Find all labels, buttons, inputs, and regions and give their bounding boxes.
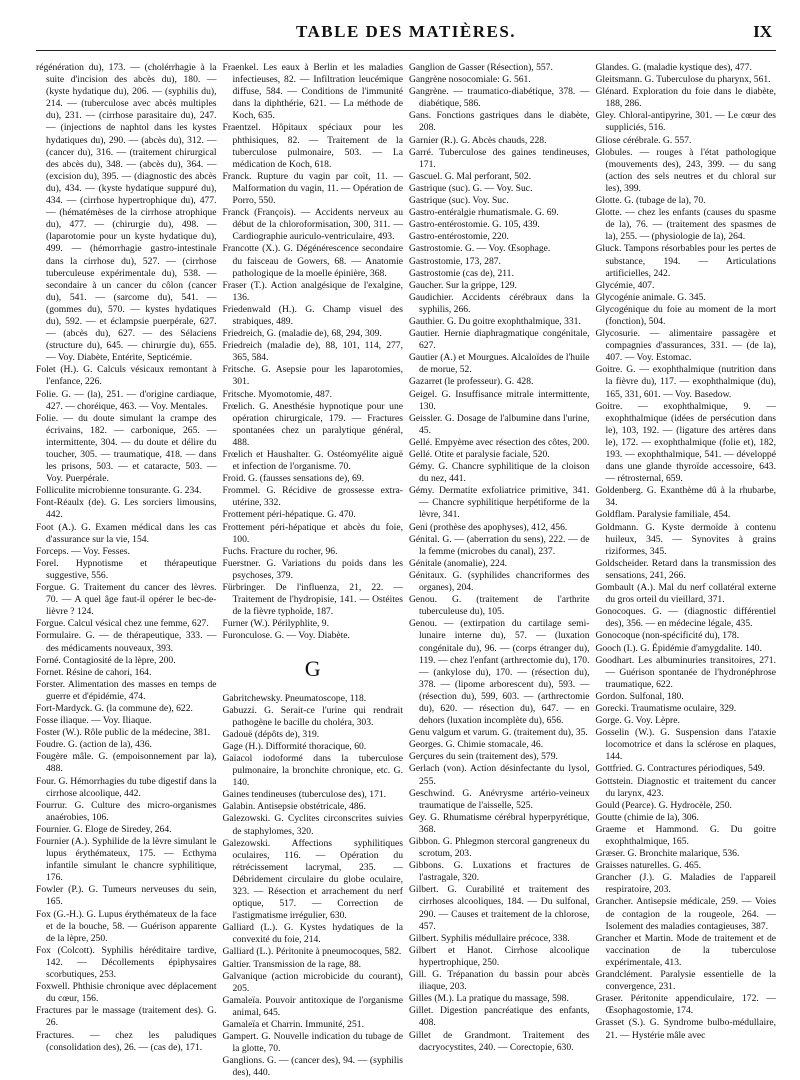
index-entry: Gangrène nosocomiale: G. 561. <box>409 74 531 86</box>
index-entry: Grasset (S.). G. Syndrome bulbo-médullaire, 21. — Hystérie mâle avec <box>595 1017 776 1041</box>
index-entry: Forel. Hypnotisme et thérapeutique suggestive, 556. <box>36 557 217 581</box>
index-entry: Glycosurie. — alimentaire passagère et compagnies d'assurances, 331. — (de la), 407. — Voy. Estomac. <box>595 328 776 364</box>
index-entry: Gooch (I.). G. Épidémie d'amygdalite. 140. <box>595 642 762 654</box>
index-column-2 <box>223 62 404 1080</box>
index-entry: Gastrostomie (cas de), 211. <box>409 267 514 279</box>
index-entry: Gellé. Otite et paralysie faciale, 520. <box>409 449 550 460</box>
index-entry: Folliculite microbienne tonsurante. G. 234. <box>36 485 202 497</box>
index-entry: Fox (Colcott). Syphilis héréditaire tardive, 142. — Décollements épiphysaires scorbutiques, 253. <box>36 944 217 981</box>
index-entry: Foster (W.). Rôle public de la médecine, 381. <box>36 727 211 739</box>
index-entry: Gabritchewsky. Pneumatoscope, 118. <box>222 692 367 704</box>
index-entry: Gastro-entérostomie, 220. <box>409 231 509 243</box>
index-entry: Geissler. G. Dosage de l'albumine dans l'urine, 45. <box>409 412 590 436</box>
index-entry: Galliard (L.). Péritonite à pneumocoques, 582. <box>222 946 402 958</box>
index-entry: Gastrostomie. G. — Voy. Œsophage. <box>409 243 551 255</box>
index-entry: Gould (Pearce). G. Hydrocèle, 250. <box>595 799 732 811</box>
index-entry: Goldscheider. Retard dans la transmission des sensations, 241, 266. <box>595 557 776 581</box>
index-entry: Genou. — (extirpation du cartilage semi-lunaire interne du), 57. — (luxation congénitale du), 96. — (corps étranger du), 119. — chez l'enfant (arthrectomie du), 170. — (ankylose du), 170. — (résection du), 378. — (lipome arborescent du), 593. — (résection du), 599, 603. — (arthrectomie du), 620. — résection du), 647. — en dehors (luxation incomplète du), 656. <box>409 618 590 727</box>
index-entry: Genu valgum et varum. G. (traitement du), 35. <box>409 727 588 739</box>
index-entry: Gillet. Digestion pancréatique des enfants, 408. <box>409 1005 590 1029</box>
index-entry: Glycogénie animale. G. 345. <box>595 291 706 303</box>
index-entry: Gellé. Empyème avec résection des côtes, 200. <box>409 436 590 448</box>
index-entry: Fuchs. Fracture du rocher, 96. <box>222 545 338 557</box>
index-entry: Gerçures du sein (traitement des), 579. <box>409 751 558 763</box>
index-entry: Gilbert. G. Curabilité et traitement des cirrhoses alcooliques, 184. — Du sulfonal, 290. — Causes et traitement de la chlorose, 457. <box>409 884 590 932</box>
index-entry: Gibbon. G. Phlegmon stercoral gangreneux du scrotum, 203. <box>409 836 590 860</box>
index-column-4 <box>596 62 777 1080</box>
index-entry: Fougère mâle. G. (empoisonnement par la), 488. <box>36 751 217 775</box>
index-entry: Gilles (M.). La pratique du massage, 598. <box>409 993 569 1005</box>
index-entry: Gabuzzi. G. Serait-ce l'urine qui rendrait pathogène le bacille du choléra, 303. <box>222 704 403 728</box>
index-entry: Glycogénique du foie au moment de la mort (fonction), 504. <box>595 303 776 327</box>
index-entry: Glotte. G. (tubage de la), 70. <box>595 195 706 207</box>
index-entry: Genou. G. (traitement de l'arthrite tuberculeuse du), 105. <box>409 594 590 618</box>
index-entry: Gastrostomie, 173, 287. <box>409 255 501 267</box>
index-entry: Friedreich, G. (maladie de), 68, 294, 309. <box>222 328 382 340</box>
index-entry: Froid. G. (fausses sensations de), 69. <box>222 473 364 485</box>
index-entry: Gottfried. G. Contractures périodiques, 549. <box>595 763 765 775</box>
index-entry: Frottement péri-hépatique et abcès du foie, 100. <box>222 521 403 545</box>
index-entry: Graisses naturelles. G. 465. <box>595 860 702 872</box>
index-entry: Gaines tendineuses (tuberculose des), 171. <box>222 789 387 801</box>
index-entry: Fourrur. G. Culture des micro-organismes anaérobies, 106. <box>36 799 217 823</box>
index-column-1 <box>36 62 217 1080</box>
index-entry: Gaudichier. Accidents cérébraux dans la syphilis, 266. <box>409 291 590 315</box>
index-entry: Graser. Péritonite appendiculaire, 172. — Œsophagostomie, 174. <box>595 993 776 1017</box>
index-entry: Forgue. Calcul vésical chez une femme, 627. <box>36 618 209 630</box>
index-entry: Génitale (anomalie), 224. <box>409 557 508 569</box>
running-title: TABLE DES MATIÈRES. <box>295 22 517 41</box>
index-entry: Galabin. Antisepsie obstétricale, 486. <box>222 801 366 813</box>
index-entry: Gley. Chloral-antipyrine, 301. — Le cœur des suppliciés, 516. <box>595 110 776 134</box>
index-entry: Fuerstner. G. Variations du poids dans les psychoses, 379. <box>222 557 403 581</box>
index-entry: Fournier. G. Eloge de Siredey, 264. <box>36 823 172 835</box>
index-entry: Gage (H.). Difformité thoracique, 60. <box>222 740 367 752</box>
index-entry: Gonocoques. G. — (diagnostic différentiel des), 356. — en médecine légale, 435. <box>595 606 776 630</box>
index-entry: Gémy. Dermatite exfoliatrice primitive, 341. — Chancre syphilitique herpétiforme de la lèvre, 341. <box>409 485 590 521</box>
index-entry: Frœlich. G. Anesthésie hypnotique pour une opération chirurgicale, 179. — Fractures spontanées chez un paralytique général, 488. <box>222 400 403 448</box>
page-header <box>36 14 776 51</box>
index-entry: Ganglion de Gasser (Résection), 557. <box>409 62 553 73</box>
index-entry: Gauthier. G. Du goitre exophthalmique, 331. <box>409 315 581 327</box>
index-entry: Fornet. Résine de cahori, 164. <box>36 666 152 678</box>
index-entry: Grancher. Antisepsie médicale, 259. — Voies de contagion de la rougeole, 264. — Isolement des maladies contagieuses, 387. <box>595 896 776 932</box>
index-entry: Gottstein. Diagnostic et traitement du cancer du larynx, 423. <box>595 775 776 799</box>
index-entry: Gastro-entéralgie rhumatismale. G. 69. <box>409 207 559 219</box>
index-entry: Goldmann. G. Kyste dermoïde à contenu huileux, 345. — Synovites à grains riziformes, 345. <box>595 521 776 557</box>
index-entry: Gampert. G. Nouvelle indication du tubage de la glotte, 70. <box>222 1031 403 1055</box>
index-entry: Gadouë (dépôts de), 319. <box>222 728 320 740</box>
page-number: IX <box>753 22 772 41</box>
index-entry: Glandes. G. (maladie kystique des), 477. <box>595 62 752 73</box>
index-entry: Georges. G. Chimie stomacale, 46. <box>409 739 544 751</box>
index-entry: Gascuel. G. Mal perforant, 502. <box>409 170 532 182</box>
index-entry: Fox (G.-H.). G. Lupus érythémateux de la face et de la bouche, 58. — Guérison apparente de la lèpre, 250. <box>36 908 217 944</box>
index-entry: Fürbringer. De l'influenza, 21, 22. — Traitement de l'hydropisie, 141. — Ostéites de la fièvre typhoïde, 187. <box>222 582 403 618</box>
index-entry: Galtier. Transmission de la rage, 88. <box>222 958 362 970</box>
index-entry: Gerlach (von). Action désinfectante du lysol, 255. <box>409 763 590 787</box>
index-entry: Gémy. G. Chancre syphilitique de la cloison du nez, 441. <box>409 461 590 485</box>
index-entry: Galliard (L.). G. Kystes hydatiques de la convexité du foie, 214. <box>222 922 403 946</box>
index-entry: Gliose cérébrale. G. 557. <box>595 134 692 146</box>
index-entry: Gey. G. Rhumatisme cérébral hyperpyrétique, 368. <box>409 811 590 835</box>
index-entry: Gill. G. Trépanation du bassin pour abcès iliaque, 203. <box>409 969 590 993</box>
index-entry: Four. G. Hémorrhagies du tube digestif dans la cirrhose alcoolique, 442. <box>36 775 217 799</box>
section-letter-heading: G <box>304 655 321 681</box>
index-entry: régénération du), 173. — (cholérrhagie à la suite d'incision des abcès du), 180. — (kyste hydatique du), 206. — (syphilis du), 214. — (tuberculose avec abcès multiples du), 231. — (cirrhose parasitaire du), 247. — (injections de naphtol dans les kystes hydatiques du), 290. — (abcès du), 312. — (cancer du), 316. — (traitement chirurgical des abcès du), 348. — (abcès du), 364. — (excision du), 395. — (diagnostic des abcès du), 434. — (kyste hydatique suppuré du), 434. — (cirrhose hypertrophique du), 477. — (hématémèses de la cirrhose atrophique du), 477. — (chirurgie du), 498. — (laparotomie pour un kyste hydatique du), 499. — (hémorrhagie gastro-intestinale dans la cirrhose du), 527. — (cirrhose tuberculeuse expérimentale du), 538. — secondaire à un cancer du côlon (cancer du), 541. — (sarcome du), 541. — (gommes du), 570. — kystes hydatiques du), 592. — et éclampsie puerpérale, 627. — (abcès du), 627. — des Sélaciens (structure du), 645. — chirurgie du), 655. — Voy. Diabète, Entérite, Septicémie. <box>36 62 217 364</box>
index-entry: Forné. Contagiosité de la lèpre, 200. <box>36 654 176 666</box>
index-entry: Gosselin (W.). G. Suspension dans l'ataxie locomotrice et dans la sclérose en plaques, 144. <box>595 727 776 763</box>
index-entry: Franck. Rupture du vagin par coït, 11. — Malformation du vagin, 11. — Opération de Porro, 550. <box>222 170 403 207</box>
index-entry: Glycémie, 407. <box>595 279 655 291</box>
index-entry: Friedreich (maladie de), 88, 101, 114, 277, 365, 584. <box>222 340 403 364</box>
index-entry: Frottement péri-hépatique. G. 470. <box>222 509 356 521</box>
index-entry: Franck (François). — Accidents nerveux au début de la chloroformisation, 300, 311. — Cardiographie auriculo-ventriculaire, 493. <box>222 207 403 243</box>
index-entry: Forceps. — Voy. Fesses. <box>36 545 130 557</box>
index-entry: Fosse iliaque. — Voy. Iliaque. <box>36 715 152 727</box>
index-entry: Globules. — rouges à l'état pathologique (mouvements des), 243, 399. — du sang (action des sels neutres et du chloral sur les), 399. <box>595 146 776 194</box>
index-entry: Goldenberg. G. Exanthème dû à la rhubarbe, 34. <box>595 485 776 509</box>
index-entry: Gangrène. — traumatico-diabétique, 378. — diabétique, 586. <box>409 86 590 110</box>
index-entry: Gorecki. Traumatisme oculaire, 329. <box>595 702 737 714</box>
index-entry: Frommel. G. Récidive de grossesse extra-utérine, 332. <box>222 485 403 509</box>
index-entry: Goldflam. Paralysie familiale, 454. <box>595 509 731 521</box>
index-entry: Goitre. — exophthalmique, 9. — exophthalmique (idées de persécution dans le), 103, 192. — (ligature des artères dans le), 172. — exophthalmique (folie et), 182, 193. — exophthalmique, 541. — développé dans une glande thyroïde accessoire, 643. — rétrosternal, 659. <box>595 400 776 485</box>
index-entry: Furonculose. G. — Voy. Diabète. <box>222 630 350 642</box>
index-entry: Foudre. G. (action de la), 436. <box>36 739 152 751</box>
index-entry: Gastro-entérostomie. G. 105, 439. <box>409 219 540 231</box>
index-entry: Folie. — du doute simulant la crampe des écrivains, 182. — carbonique, 265. — intermittente, 304. — du doute et délire du toucher, 305. — traumatique, 418. — dans les prisons, 503. — et cataracte, 503. — Voy. Puerpérale. <box>36 412 217 485</box>
index-entry: Gillet de Grandmont. Traitement des dacryocystites, 240. — Corectopie, 630. <box>409 1029 590 1053</box>
index-entry: Gibbons. G. Luxations et fractures de l'astragale, 320. <box>409 860 590 884</box>
index-entry: Glénard. Exploration du foie dans le diabète, 188, 286. <box>595 86 776 110</box>
index-entry: Gastrique (suc). G. — Voy. Suc. <box>409 182 533 194</box>
index-entry: Folet (H.). G. Calculs vésicaux remontant à l'enfance, 226. <box>36 364 217 388</box>
index-entry: Ganglions. G. — (cancer des), 94. — (syphilis des), 440. <box>222 1055 403 1079</box>
index-entry: Foot (A.). G. Examen médical dans les cas d'assurance sur la vie, 154. <box>36 521 217 545</box>
index-entry: Fraser (T.). Action analgésique de l'exalgine, 136. <box>222 279 403 303</box>
index-entry: Gastrique (suc). Voy. Suc. <box>409 195 509 207</box>
index-entry: Font-Réaulx (de). G. Les sorciers limousins, 442. <box>36 497 217 521</box>
index-entry: Formulaire. G. — de thérapeutique, 333. — des médicaments nouveaux, 393. <box>36 630 217 654</box>
index-entry: Fort-Mardyck. G. (la commune de), 622. <box>36 702 193 714</box>
index-entry: Gaucher. Sur la grippe, 129. <box>409 279 517 291</box>
index-entry: Forgue. G. Traitement du cancer des lèvres. 70. — A quel âge faut-il opérer le bec-de-lièvre ? 124. <box>36 582 217 618</box>
index-entry: Grancher et Martin. Mode de traitement et de vaccination de la tuberculose expérimentale, 413. <box>595 932 776 968</box>
index-entry: Gazarret (le professeur). G. 428. <box>409 376 534 388</box>
index-entry: Gautier (A.) et Mourgues. Alcaloïdes de l'huile de morue, 52. <box>409 352 590 376</box>
index-entry: Grandclément. Paralysie essentielle de la convergence, 231. <box>595 969 776 993</box>
index-entry: Graeme et Hammond. G. Du goitre exophthalmique, 165. <box>595 823 776 847</box>
index-entry: Gombault (A.). Mal du nerf collatéral externe du gros orteil du vieillard, 371. <box>595 582 776 606</box>
index-entry: Gilbert. Syphilis médullaire précoce, 338. <box>409 932 570 944</box>
index-entry: Garnier (R.). G. Abcès chauds, 228. <box>409 134 547 146</box>
index-entry: Fowler (P.). G. Tumeurs nerveuses du sein, 165. <box>36 884 217 908</box>
index-entry: Fritsche. Myomotomie, 487. <box>222 388 333 400</box>
index-entry: Fraentzel. Hôpitaux spéciaux pour les phthisiques, 82. — Traitement de la tuberculose pulmonaire, 503. — La médication de Koch, 618. <box>222 122 403 170</box>
index-entry: Gaïacol iodoformé dans la tuberculose pulmonaire, la bronchite chronique, etc. G. 140. <box>222 752 403 789</box>
index-entry: Gorge. G. Voy. Lèpre. <box>595 715 680 727</box>
index-entry: Geni (prothèse des apophyses), 412, 456. <box>409 521 568 533</box>
index-entry: Gamaleïa. Pouvoir antitoxique de l'organisme animal, 645. <box>222 994 403 1018</box>
index-entry: Fournier (A.). Syphilide de la lèvre simulant le lupus érythémateux, 175. — Ecthyma infantile simulant le chancre syphilitique, 176. <box>36 836 217 884</box>
index-entry: Geschwind. G. Anévrysme artério-veineux traumatique de l'aisselle, 525. <box>409 787 590 811</box>
index-entry: Frœlich et Haushalter. G. Ostéomyélite aiguë et infection de l'organisme. 70. <box>222 449 403 473</box>
index-entry: Furner (W.). Périlyphlite, 9. <box>222 618 329 630</box>
index-entry: Gordon. Sulfonal, 180. <box>595 690 684 702</box>
index-entry: Goitre. G. — exophthalmique (nutrition dans la fièvre du), 117. — exophthalmique (du), 165, 331, 601. — Voy. Basedow. <box>595 364 776 400</box>
index-entry: Gonocoque (non-spécificité du), 178. <box>595 630 740 642</box>
index-entry: Francotte (X.). G. Dégénérescence secondaire du faisceau de Gowers, 68. — Anatomie pathologique de la moelle épinière, 368. <box>222 243 403 279</box>
index-entry: Fractures par le massage (traitement des). G. 26. <box>36 1005 217 1029</box>
index-entry: Fraenkel. Les eaux à Berlin et les maladies infectieuses, 82. — Infiltration leucémique diffuse, 584. — Conditions de l'immunité dans la diphthérie, 621. — La méthode de Koch, 635. <box>222 62 403 122</box>
index-column-3 <box>409 62 590 1080</box>
index-entry: Goutte (chimie de la), 306. <box>595 811 699 823</box>
index-entry: Goodhart. Les albuminuries transitoires, 271. — Guérison spontanée de l'hydronéphrose traumatique, 622. <box>595 654 776 690</box>
index-columns <box>36 62 776 1079</box>
index-entry: Geigel. G. Insuffisance mitrale intermittente, 130. <box>409 388 590 412</box>
index-entry: Galezowski. Affections syphilitiques oculaires, 116. — Opération du rétrécissement lacrymal, 235. — Débridement circulaire du globe oculaire, 323. — Résection et arrachement du nerf optique, 517. — Correction de l'astigmatisme irrégulier, 630. <box>222 837 403 922</box>
index-entry: Fritsche. G. Asepsie pour les laparotomies, 301. <box>222 364 403 388</box>
index-entry: Gautier. Hernie diaphragmatique congénitale, 627. <box>409 328 590 352</box>
index-entry: Gluck. Tampons résorbables pour les pertes de substance, 194. — Articulations artificielles, 242. <box>595 243 776 279</box>
index-entry: Glotte. — chez les enfants (causes du spasme de la), 76. — (traitement des spasmes de la), 255. — (physiologie de la), 264. <box>595 207 776 243</box>
index-entry: Galvanique (action microbicide du courant), 205. <box>222 970 403 994</box>
index-entry: Galezowski. G. Cyclites circonscrites suivies de staphylomes, 320. <box>222 813 403 837</box>
index-entry: Génital. G. — (aberration du sens), 222. — de la femme (microbes du canal), 237. <box>409 533 590 557</box>
index-entry: Friedenwald (H.). G. Champ visuel des strabiques, 489. <box>222 303 403 327</box>
index-entry: Folie. G. — (la), 251. — d'origine cardiaque, 427. — choréique, 463. — Voy. Mentales. <box>36 388 217 412</box>
index-entry: Grancher (J.). G. Maladies de l'appareil respiratoire, 203. <box>595 872 776 896</box>
index-entry: Gans. Fonctions gastriques dans le diabète, 208. <box>409 110 590 134</box>
index-entry: Forster. Alimentation des masses en temps de guerre et d'épidémie, 474. <box>36 678 217 702</box>
index-entry: Foxwell. Phthisie chronique avec déplacement du cœur, 156. <box>36 981 217 1005</box>
index-entry: Gleitsmann. G. Tuberculose du pharynx, 561. <box>595 74 771 86</box>
index-entry: Génitaux. G. (syphilides chancriformes des organes), 204. <box>409 569 590 594</box>
index-entry: Garré. Tuberculose des gaines tendineuses, 171. <box>409 146 590 170</box>
index-entry: Gilbert et Hanot. Cirrhose alcoolique hypertrophique, 250. <box>409 944 590 968</box>
index-entry: Fractures. — chez les paludiques (consolidation des), 26. — (cas de), 171. <box>36 1029 217 1053</box>
index-entry: Græser. G. Bronchite malarique, 536. <box>595 848 740 860</box>
index-entry: Gamaleïa et Charrin. Immunité, 251. <box>222 1019 364 1031</box>
